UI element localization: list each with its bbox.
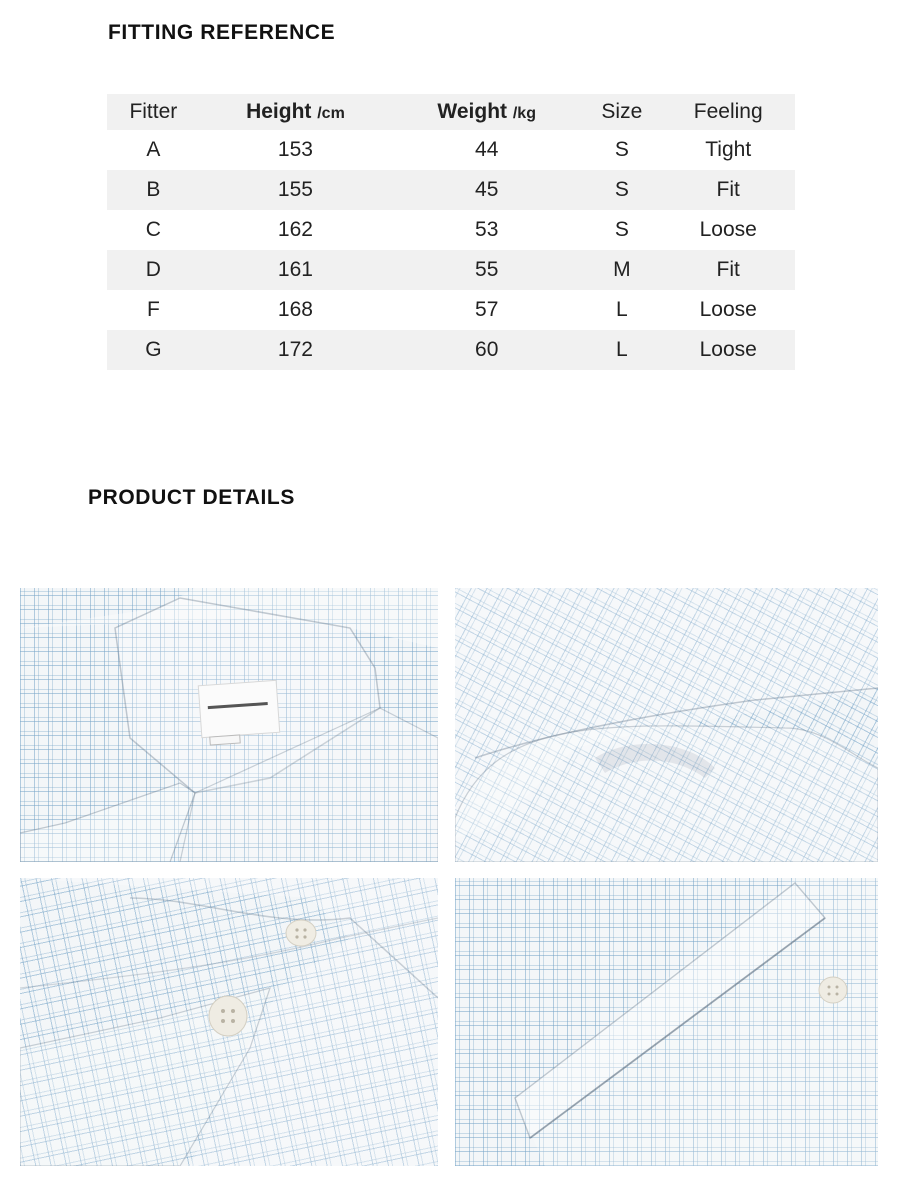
- fitting-table: [107, 94, 795, 370]
- cell-weight: 53: [475, 218, 499, 241]
- button-placket-photo: [20, 878, 438, 1166]
- collar-detail-photo: [20, 588, 438, 862]
- cell-fitter: A: [146, 138, 161, 161]
- col-height: [200, 94, 391, 130]
- table-header-row: [107, 94, 795, 130]
- cell-feeling: Fit: [716, 258, 740, 281]
- cell-fitter: F: [146, 298, 160, 321]
- cell-size: S: [614, 218, 629, 241]
- cell-height: 168: [277, 298, 313, 321]
- col-weight: [391, 94, 582, 130]
- size-tag: [210, 735, 240, 745]
- cell-feeling: Fit: [716, 178, 740, 201]
- cell-height: 155: [277, 178, 313, 201]
- cell-weight: 44: [475, 138, 499, 161]
- cell-size: L: [615, 298, 628, 321]
- cell-size: M: [613, 258, 631, 281]
- cell-feeling: Tight: [705, 138, 752, 161]
- placket-illustration: [20, 878, 438, 1166]
- cell-height: 172: [277, 338, 313, 361]
- table-row: [107, 210, 795, 250]
- cell-size: L: [615, 338, 628, 361]
- cuff-illustration: [455, 878, 878, 1166]
- cell-fitter: G: [145, 338, 162, 361]
- col-height-unit: /cm: [317, 105, 345, 122]
- table-row: [107, 130, 795, 170]
- cell-fitter: D: [145, 258, 161, 281]
- cell-weight: 45: [475, 178, 499, 201]
- cell-height: 162: [277, 218, 313, 241]
- cell-weight: 55: [475, 258, 499, 281]
- cell-feeling: Loose: [699, 338, 757, 361]
- cell-fitter: C: [145, 218, 161, 241]
- neck-label: [198, 680, 279, 737]
- col-fitter: Fitter: [129, 100, 178, 123]
- col-size: Size: [601, 100, 643, 123]
- cell-height: 153: [277, 138, 313, 161]
- col-height-label: Height: [246, 100, 312, 123]
- col-weight-label: Weight: [437, 100, 508, 123]
- col-weight-unit: /kg: [512, 105, 536, 122]
- product-details-heading: PRODUCT DETAILS: [88, 486, 295, 509]
- sleeve-illustration: [455, 588, 878, 862]
- table-row: [107, 290, 795, 330]
- table-row: [107, 250, 795, 290]
- cell-weight: 60: [475, 338, 499, 361]
- cuff-detail-photo: [455, 878, 878, 1166]
- cell-feeling: Loose: [699, 298, 757, 321]
- button-icon: [286, 920, 316, 946]
- cell-fitter: B: [146, 178, 161, 201]
- button-icon: [209, 996, 247, 1036]
- sleeve-detail-photo: [455, 588, 878, 862]
- cell-weight: 57: [475, 298, 499, 321]
- fitting-reference-heading: FITTING REFERENCE: [108, 21, 336, 44]
- cell-feeling: Loose: [699, 218, 757, 241]
- collar-illustration: [20, 588, 438, 862]
- button-icon: [819, 977, 847, 1003]
- table-row: [107, 330, 795, 370]
- cell-size: S: [614, 178, 629, 201]
- table-row: [107, 170, 795, 210]
- cell-size: S: [614, 138, 629, 161]
- cell-height: 161: [277, 258, 313, 281]
- col-feeling: Feeling: [693, 100, 763, 123]
